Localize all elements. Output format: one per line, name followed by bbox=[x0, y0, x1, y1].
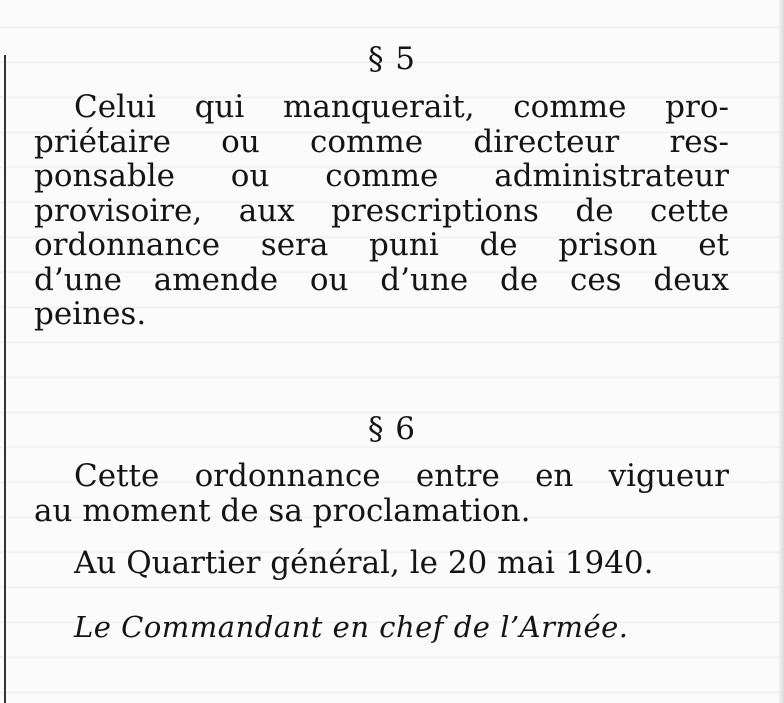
date-line: Au Quartier général, le 20 mai 1940. bbox=[74, 545, 654, 581]
section-5-line: Celui qui manquerait, comme pro- bbox=[74, 89, 729, 125]
section-5-line: ponsable ou comme administrateur bbox=[34, 158, 729, 194]
section-5-line: priétaire ou comme directeur res- bbox=[34, 123, 729, 160]
section-5-heading: § 5 bbox=[367, 41, 417, 77]
section-5-line: provisoire, aux prescriptions de cette bbox=[34, 192, 729, 229]
section-6-line: au moment de sa proclamation. bbox=[34, 492, 531, 529]
left-margin-rule bbox=[4, 55, 6, 703]
section-6-heading: § 6 bbox=[367, 411, 417, 447]
section-5-line: ordonnance sera puni de prison et bbox=[34, 227, 729, 263]
section-5-line: peines. bbox=[34, 296, 147, 332]
section-5-paragraph bbox=[34, 90, 729, 332]
section-6-line: Cette ordonnance entre en vigueur bbox=[74, 458, 729, 494]
section-6-paragraph bbox=[34, 459, 729, 528]
section-5-line: d’une amende ou d’une de ces deux bbox=[34, 261, 729, 298]
page-edge-shadow bbox=[778, 0, 784, 703]
signature-line: Le Commandant en chef de l’Armée. bbox=[74, 610, 629, 644]
